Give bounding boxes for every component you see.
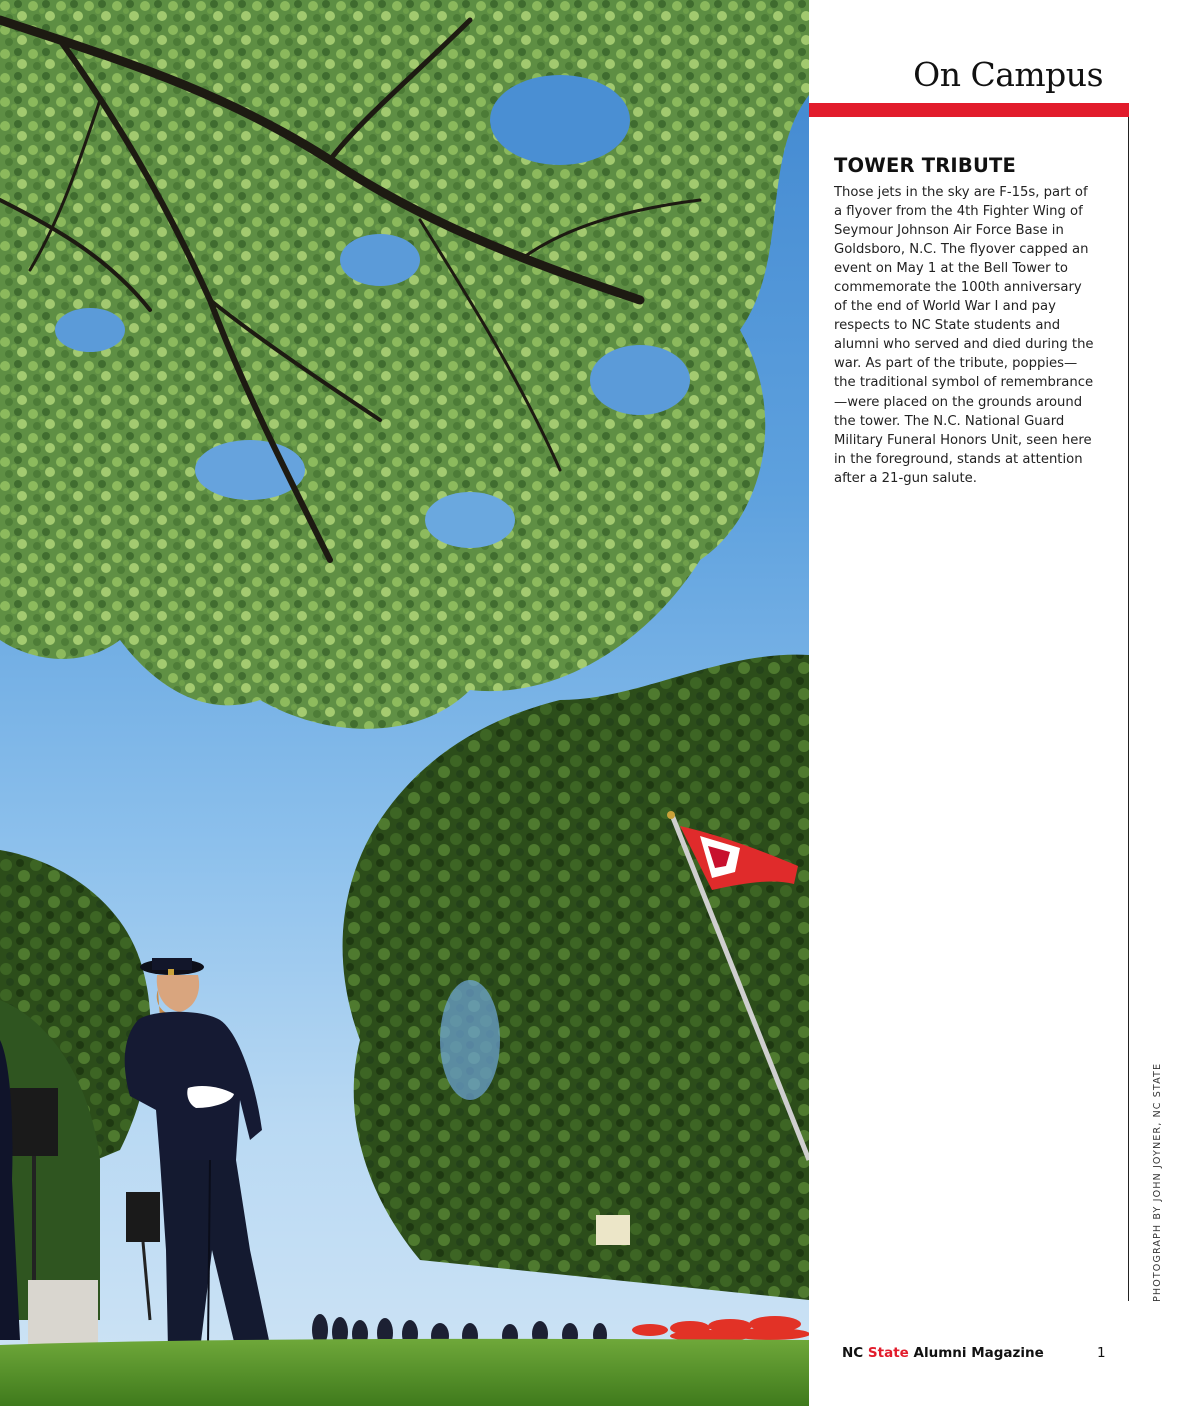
brand-state: State bbox=[867, 1345, 909, 1361]
page-number: 1 bbox=[1097, 1345, 1106, 1361]
section-accent-bar bbox=[809, 103, 1129, 117]
section-title: On Campus bbox=[913, 55, 1103, 94]
magazine-footer bbox=[842, 1345, 1044, 1361]
photo-credit: PHOTOGRAPH BY JOHN JOYNER, NC STATE bbox=[1152, 1062, 1163, 1302]
brand-magazine-name: Alumni Magazine bbox=[913, 1345, 1044, 1361]
vertical-rule bbox=[1128, 117, 1129, 1301]
brand-nc: NC bbox=[842, 1345, 864, 1361]
article-headline: TOWER TRIBUTE bbox=[834, 154, 1017, 177]
article-body: Those jets in the sky are F-15s, part of a flyover from the 4th Fighter Wing of Seymour Johnson Air Force Base in Goldsboro, N.C. The flyover capped an event on May 1 at the Bell Tower to commemorate the 100th anniversary of the end of World War I and pay respects to NC State students and alumni who served and died during the war. As part of the tribute, poppies—the traditional symbol of remembrance—were placed on the grounds around the tower. The N.C. National Guard Military Funeral Honors Unit, seen here in the foreground, stands at attention after a 21-gun salute. bbox=[834, 185, 1094, 486]
